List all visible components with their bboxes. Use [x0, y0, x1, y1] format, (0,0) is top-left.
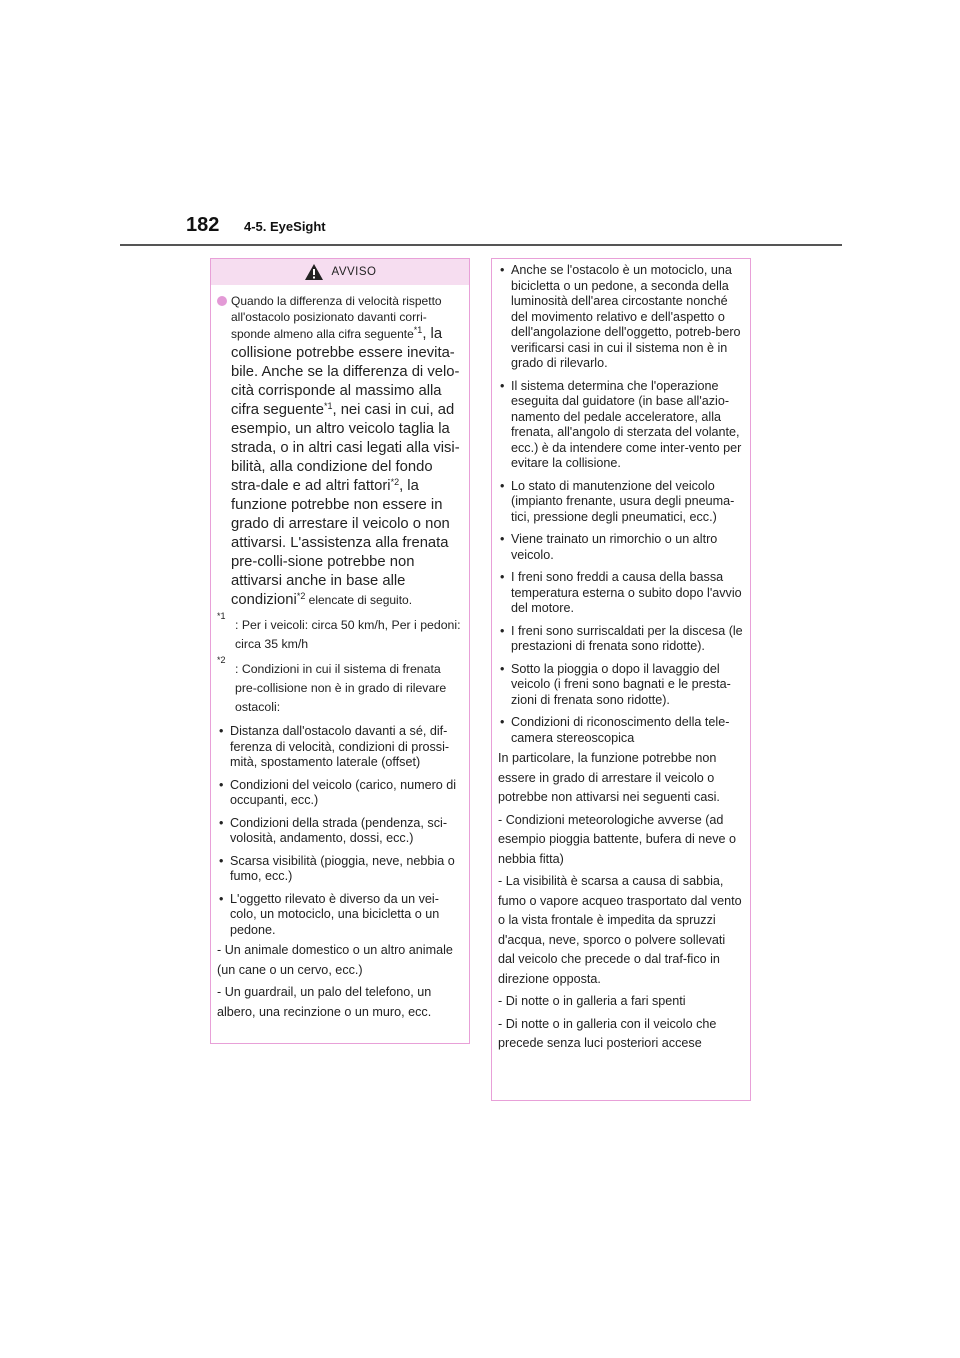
- footnote-ref: *1: [323, 400, 333, 411]
- intro-big-3: , la funzione potrebbe non essere in grado di arrestare il veicolo o non attivarsi. L'assistenza alla frenata pre-colli-sione potrebbe non attivarsi anche in base alle condizioni: [231, 478, 450, 608]
- list-item: • Distanza dall'ostacolo davanti a sé, dif-ferenza di velocità, condizioni di prossi-mità, spostamento laterale (offset): [217, 724, 463, 771]
- intro-big-2: , nei casi in cui, ad esempio, un altro veicolo taglia la strada, o in altri casi legati alla visi-bilità, alla condizione del fondo stra-dale e ad altri fattori: [231, 402, 460, 494]
- list-item: • L'oggetto rilevato è diverso da un vei-colo, un motociclo, una bicicletta o un pedone.: [217, 892, 463, 939]
- warning-intro: [217, 293, 463, 610]
- paragraph: In particolare, la funzione potrebbe non essere in grado di arrestare il veicolo o potrebbe non attivarsi nei seguenti casi.: [498, 751, 720, 804]
- list-item: • Sotto la pioggia o dopo il lavaggio del veicolo (i freni sono bagnati e le presta-zioni di frenata sono ridotte).: [498, 662, 744, 709]
- list-item: • Lo stato di manutenzione del veicolo (impianto frenante, usura degli pneuma-tici, pressione degli pneumatici, ecc.): [498, 479, 744, 526]
- paragraph: - Condizioni meteorologiche avverse (ad esempio pioggia battente, bufera di neve o nebbia fitta): [498, 812, 737, 866]
- warning-box-right: [491, 258, 751, 1101]
- warning-title: AVVISO: [331, 266, 377, 278]
- warning-header: [211, 259, 469, 285]
- list-item: • Anche se l'ostacolo è un motociclo, una bicicletta o un pedone, a seconda della luminosità dell'area circostante nonché del movimento relativo e dell'aspetto o dell'angolazione dell'oggetto, potreb-bero verificarsi casi in cui il sistema non è in grado di rilevarlo.: [498, 263, 744, 372]
- paragraph: - Di notte o in galleria a fari spenti: [498, 994, 686, 1008]
- list-item: • Condizioni di riconoscimento della tele-camera stereoscopica: [498, 715, 744, 746]
- paragraph: - La visibilità è scarsa a causa di sabbia, fumo o vapore acqueo trasportato dal vento o la vista frontale è impedita da spruzzi d'acqua, neve, sporco o polvere sollevati dal veicolo che precede o dal traf-fico in direzione opposta.: [498, 874, 742, 986]
- list-item: • Scarsa visibilità (pioggia, neve, nebbia o fumo, ecc.): [217, 854, 463, 885]
- intro-small-end: elencate di seguito.: [305, 593, 413, 607]
- list-item: • Il sistema determina che l'operazione eseguita dal guidatore (in base all'azio-namento del pedale acceleratore, alla frenata, all'angolo di sterzata del volante, ecc.) è da intendere come inter-vento per evitare la collisione.: [498, 379, 744, 472]
- footnote-mark: *2: [217, 655, 226, 665]
- intro-big-1: , la collisione potrebbe essere inevita-bile. Anche se la differenza di velo-cità corrisponde al massimo alla cifra seguente: [231, 326, 460, 418]
- footnote-text: : Condizioni in cui il sistema di frenata pre-collisione non è in grado di rilevare ostacoli:: [235, 662, 447, 714]
- list-item: • Condizioni della strada (pendenza, sci-volosità, andamento, dossi, ecc.): [217, 816, 463, 847]
- footnote-2: [217, 655, 463, 717]
- footnote-ref: *1: [413, 324, 423, 335]
- pink-dot-icon: [217, 296, 227, 306]
- section-title: 4-5. EyeSight: [244, 219, 326, 234]
- footnote-ref: *2: [390, 476, 400, 487]
- list-item: • I freni sono freddi a causa della bassa temperatura esterna o subito dopo l'avvio del motore.: [498, 570, 744, 617]
- footnote-1: [217, 611, 463, 654]
- intro-small: Quando la differenza di velocità rispetto all'ostacolo posizionato davanti corri-sponde almeno alla cifra seguente: [231, 294, 442, 341]
- list-item: • I freni sono surriscaldati per la discesa (le prestazioni di frenata sono ridotte).: [498, 624, 744, 655]
- header-rule: [120, 244, 842, 246]
- paragraph: - Un guardrail, un palo del telefono, un albero, una recinzione o un muro, ecc.: [217, 985, 432, 1019]
- footnote-mark: *1: [217, 611, 226, 621]
- footnote-text: : Per i veicoli: circa 50 km/h, Per i pedoni: circa 35 km/h: [235, 618, 461, 651]
- list-item: • Condizioni del veicolo (carico, numero di occupanti, ecc.): [217, 778, 463, 809]
- footnote-ref: *2: [296, 590, 306, 601]
- paragraph: - Un animale domestico o un altro animale (un cane o un cervo, ecc.): [217, 943, 453, 977]
- warning-box-left: [210, 258, 470, 1044]
- page-number: 182: [186, 214, 220, 236]
- list-item: • Viene trainato un rimorchio o un altro veicolo.: [498, 532, 744, 563]
- warning-triangle-icon: [304, 263, 324, 281]
- paragraph: - Di notte o in galleria con il veicolo che precede senza luci posteriori accese: [498, 1016, 717, 1050]
